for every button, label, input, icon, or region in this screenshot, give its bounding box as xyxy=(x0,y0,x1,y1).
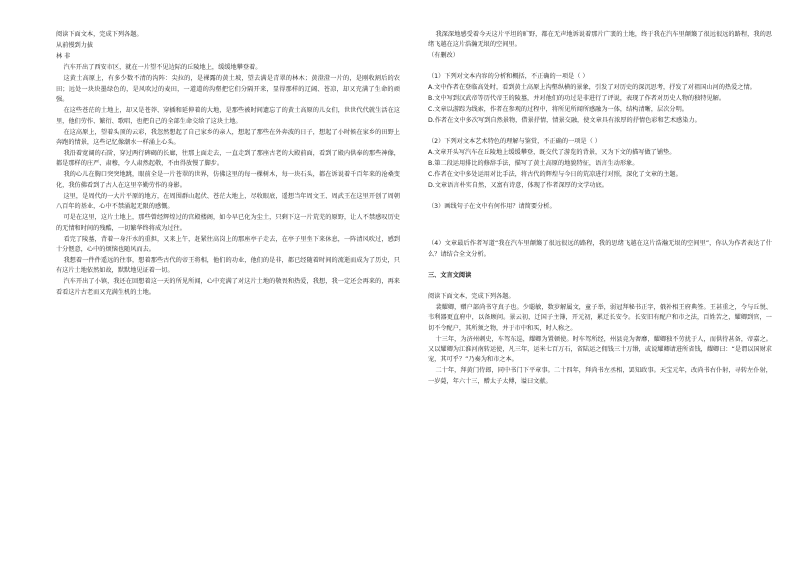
question-2-option: C.作者在文中多处运用对比手法，将古代的辉煌与今日的荒凉进行对照，深化了文章的主题。 xyxy=(428,171,682,179)
classical-paragraph: 二十年，拜黄门侍郎，同中书门下平章事。二十四年，拜尚书左丞相，罢知政事。天宝元年，改尚书右仆射，寻转左仆射，一岁薨，年六十三，赠太子太傅，谥曰文献。 xyxy=(428,367,772,385)
question-2-option: A.文章开头写汽车在丘陵地上缓缓攀登，既交代了游览的背景，又为下文的描写做了铺垫。 xyxy=(428,149,676,157)
essay-author: 林 非 xyxy=(56,53,71,61)
essay-paragraph: 在这些苍茫的土地上，却又是苍莽、穿插和延伸着的大地，是那些被时间遗忘了的黄土高原的儿女们，世世代代就生活在这里，他们劳作、繁衍、歌唱，也把自己的全部生命交给了这块土地。 xyxy=(56,107,400,125)
essay-paragraph: 汽车开出了西安市区，就在一片望不见边际的丘陵地上，缓缓地攀登着。 xyxy=(63,64,262,72)
question-1-option: D.作者在文中多次写到自然景物，借景抒情，情景交融，使文章具有浓厚的抒情色彩和艺术感染力。 xyxy=(428,117,701,125)
question-1-option: C.文章以游踪为线索，作者在参观的过程中，将所见所闻所感融为一体，结构清晰，层次分明。 xyxy=(428,106,688,114)
section-heading: 三、文言文阅读 xyxy=(428,271,472,279)
answer-space xyxy=(428,261,772,271)
question-3: （3）画线句子在文中有何作用？请简要分析。 xyxy=(428,203,556,211)
essay-paragraph: 可是在这里，这片土地上，那些曾经辉煌过的宫殿楼阁，如今早已化为尘土，只剩下这一片荒芜的原野，让人不禁感叹历史的无情和时间的残酷，一切繁华终将成为过往。 xyxy=(56,214,400,232)
classical-intro: 阅读下面文本，完成下列各题。 xyxy=(428,292,515,300)
question-1-option: A.文中作者在登临高处时，看到黄土高原上沟壑纵横的景象，引发了对历史的深沉思考，抒发了对祖国山河的热爱之情。 xyxy=(428,84,756,92)
classical-paragraph: 裴耀卿，赠户部尚书守真子也。少聪敏，数岁解属文，童子举，弱冠拜秘书正字，俄补相王府典签。王甚重之，令与丘悦、韦利器更直府中，以备顾问。景云初，迁国子主簿，开元初，累迁长安令。长安旧有配户和市之法，百姓苦之，耀卿到官，一切不令配户，其所须之物，并于市中和买，时人称之。 xyxy=(428,303,772,332)
answer-space xyxy=(428,213,772,239)
question-2-option: B.第二段运用排比的修辞手法，描写了黄土高原的地貌特征，语言生动形象。 xyxy=(428,160,639,168)
essay-paragraph: 这里，是周代的一大片平原的地方，在周围群山起伏、苍茫大地上，尽收眼底，遥想当年周文王、周武王在这里开创了周朝八百年的基业，心中不禁涌起无限的感慨。 xyxy=(56,192,400,211)
essay-paragraph: 看完了陵墓，背着一身汗水的重担，又来上午，赶紧往高岗上的那座亭子走去，在亭子里坐下来休息，一阵清风吹过，感到十分惬意，心中的烦恼也随风而去。 xyxy=(56,235,400,254)
essay-paragraph: 我沿着宽阔的石阶，穿过两行碑碣的长廊，往那上面走去，一直走到了那座古老的大殿前面，看到了殿内供奉的那些神像，都是那样的庄严、肃穆，令人肃然起敬，不由得放慢了脚步。 xyxy=(56,150,400,168)
left-column xyxy=(56,30,400,299)
essay-paragraph: 我的心儿在胸口突突地跳，眼前全是一片苍翠的世界，仿佛这里的每一棵树木，每一块石头，都在诉说着千百年来的沧桑变化，我仿佛看到了古人在这里辛勤劳作的身影。 xyxy=(56,171,400,189)
question-2-option: D.文章语言朴实自然，又富有诗意，体现了作者深厚的文学功底。 xyxy=(428,182,608,190)
source-note: （有删改） xyxy=(428,52,459,60)
question-2: （2）下列对文本艺术特色的理解与鉴赏，不正确的一项是（ ） xyxy=(428,138,601,146)
question-1-option: B.文中写到汉武帝等历代帝王的陵墓，并对他们的功过是非进行了评说，表现了作者对历史人物的独特见解。 xyxy=(428,95,726,103)
essay-title: 从前慢到力拔 xyxy=(56,42,94,50)
question-4: （4）文章最后作者写道“我在汽车里颠簸了很远很远的路程，我的思绪飞越在这片浩瀚无垠的空间里”，你认为作者表达了什么？请结合全文分析。 xyxy=(428,240,772,258)
essay-paragraph: 在这高原上，望着头顶的云彩，我忽然想起了自己家乡的亲人，想起了那些在外奔波的日子，想起了小时候在家乡的田野上奔跑的情景，这些记忆像潮水一样涌上心头。 xyxy=(56,128,400,147)
essay-paragraph: 我深深地感受着今天这片平坦的旷野，都在无声地诉说着那片广袤的土地，终于我在汽车里颠簸了很远很远的路程，我的思绪飞越在这片浩瀚无垠的空间里。 xyxy=(428,31,772,49)
right-column xyxy=(428,30,772,388)
essay-paragraph: 汽车开出了小镇，我还在回想着这一天的所见所闻，心中充满了对这片土地的敬畏和热爱，我想，我一定还会再来的，再来看看这片古老而又充满生机的土地。 xyxy=(56,278,400,296)
essay-paragraph: 这黄土高原上，有多少数不清的沟阵：尖拉的，是裸露的黄土坡，望去满是青翠的林木；黄澄澄一片的，是刚收割后的农田；远处一块块墨绿色的，是风吹过的麦田，一道道的沟壑把它们分隔开来，显得那样的辽阔、苍凉，却又充满了生命的顽强。 xyxy=(56,75,400,104)
classical-paragraph: 十三年，为济州刺史，车驾东巡，耀卿为置顿使。时车驾所经，州县竞为奢靡，耀卿独不劳扰于人，而供待甚备，帝嘉之。又以耀卿为江淮河南转运使，凡三年，运米七百万石，省陆运之佣钱三十万缗，或说耀卿请进所省钱，耀卿曰：“是谓以国财求宠，其可乎？”乃奏为和市之本。 xyxy=(428,335,772,364)
question-1: （1）下列对文本内容的分析和概括，不正确的一项是（ ） xyxy=(428,73,589,81)
reading-intro: 阅读下面文本，完成下列各题。 xyxy=(56,31,143,38)
essay-paragraph: 我想着一件件遥远的往事，想着那些古代的帝王将相，他们的功业，他们的是非，都已经随着时间的流逝而成为了历史，只有这片土地依然如故，默默地见证着一切。 xyxy=(56,257,400,275)
